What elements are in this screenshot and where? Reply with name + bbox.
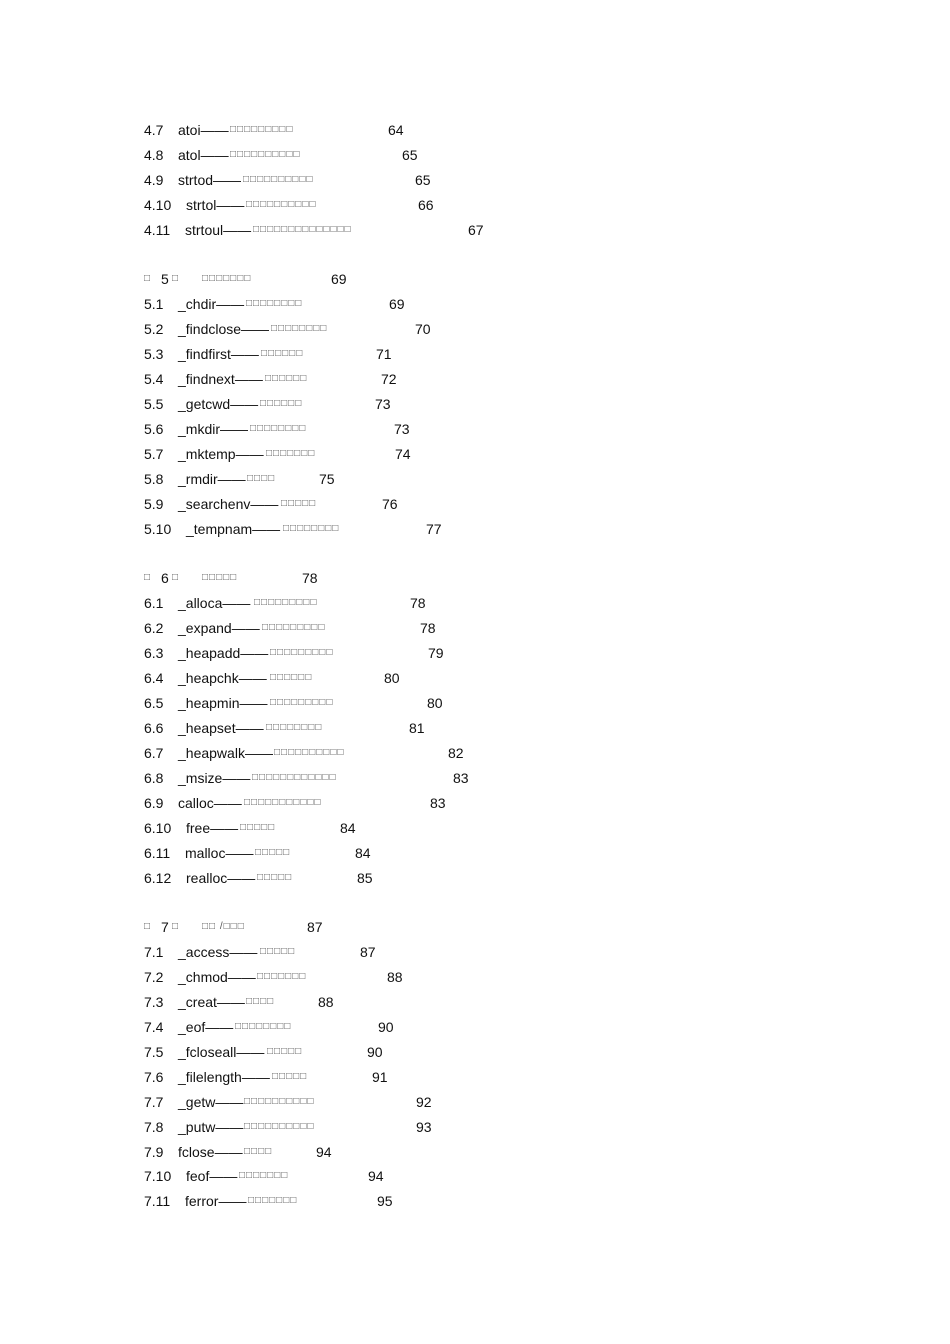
entry-page: 93	[416, 1119, 432, 1135]
entry-function: ferror——	[185, 1193, 247, 1209]
entry-page: 69	[331, 271, 347, 287]
entry-function: strtod——	[178, 172, 242, 188]
entry-function: _msize——	[178, 770, 251, 786]
entry-page: 80	[427, 695, 443, 711]
entry-description: □□□□□□□□□□□	[244, 797, 322, 808]
entry-description: □□□□□□□□□	[270, 697, 334, 708]
entry-page: 84	[355, 845, 371, 861]
entry-description: □□□□□□□□□□	[244, 1121, 315, 1132]
entry-page: 87	[360, 944, 376, 960]
entry-function: atoi——	[178, 122, 229, 138]
entry-page: 80	[384, 670, 400, 686]
entry-page: 94	[368, 1168, 384, 1184]
entry-number: 7.9	[144, 1144, 164, 1160]
entry-page: 64	[388, 122, 404, 138]
chapter-suffix: □	[172, 572, 179, 583]
entry-description: □□□□□□□□□□	[230, 149, 301, 160]
entry-page: 91	[372, 1069, 388, 1085]
entry-description: □□□□□□□□	[250, 423, 307, 434]
entry-number: 7.7	[144, 1094, 164, 1110]
entry-page: 92	[416, 1094, 432, 1110]
entry-number: 6.9	[144, 795, 164, 811]
chapter-title: □□ /□□□	[202, 921, 245, 932]
entry-description: □□□□□□□	[266, 448, 316, 459]
entry-number: 7.10	[144, 1168, 172, 1184]
entry-page: 87	[307, 919, 323, 935]
entry-description: □□□□□□□□□	[270, 647, 334, 658]
entry-function: atol——	[178, 147, 229, 163]
entry-description: □□□□□□□□□	[254, 597, 318, 608]
entry-number: 5.2	[144, 321, 164, 337]
entry-number: 5.3	[144, 346, 164, 362]
entry-number: 6.3	[144, 645, 164, 661]
entry-function: _filelength——	[178, 1069, 270, 1085]
chapter-number: 7	[161, 919, 169, 935]
entry-description: □□□□□□	[270, 672, 313, 683]
entry-function: _eof——	[178, 1019, 234, 1035]
entry-function: _getcwd——	[178, 396, 259, 412]
entry-function: _heapset——	[178, 720, 264, 736]
entry-function: _mkdir——	[178, 421, 249, 437]
entry-function: _findfirst——	[178, 346, 259, 362]
entry-function: _getw——	[178, 1094, 244, 1110]
entry-number: 6.2	[144, 620, 164, 636]
entry-number: 5.10	[144, 521, 172, 537]
entry-page: 84	[340, 820, 356, 836]
entry-function: _findclose——	[178, 321, 270, 337]
entry-function: _chmod——	[178, 969, 256, 985]
entry-description: □□□□	[247, 473, 276, 484]
entry-function: _creat——	[178, 994, 245, 1010]
entry-number: 6.11	[144, 845, 171, 861]
entry-description: □□□□□	[272, 1071, 308, 1082]
entry-number: 5.8	[144, 471, 164, 487]
entry-page: 83	[430, 795, 446, 811]
entry-function: _rmdir——	[178, 471, 246, 487]
entry-number: 6.6	[144, 720, 164, 736]
entry-description: □□□□□□	[260, 398, 303, 409]
entry-function: _alloca——	[178, 595, 251, 611]
entry-page: 88	[318, 994, 334, 1010]
entry-number: 5.4	[144, 371, 164, 387]
entry-number: 6.4	[144, 670, 164, 686]
entry-number: 6.10	[144, 820, 172, 836]
entry-page: 94	[316, 1144, 332, 1160]
entry-number: 5.7	[144, 446, 164, 462]
entry-function: _chdir——	[178, 296, 245, 312]
entry-description: □□□□□□□□□□	[244, 1096, 315, 1107]
entry-function: _fcloseall——	[178, 1044, 265, 1060]
entry-description: □□□□□□□	[239, 1170, 289, 1181]
entry-description: □□□□□□□□□□□□□□	[253, 224, 352, 235]
entry-function: fclose——	[178, 1144, 243, 1160]
entry-page: 78	[410, 595, 426, 611]
entry-number: 7.11	[144, 1193, 171, 1209]
entry-number: 7.8	[144, 1119, 164, 1135]
entry-number: 7.2	[144, 969, 164, 985]
entry-description: □□□□□□	[265, 373, 308, 384]
entry-page: 72	[381, 371, 397, 387]
entry-function: realloc——	[186, 870, 256, 886]
entry-page: 73	[375, 396, 391, 412]
chapter-number: 6	[161, 570, 169, 586]
entry-number: 7.6	[144, 1069, 164, 1085]
entry-number: 5.6	[144, 421, 164, 437]
entry-function: _putw——	[178, 1119, 244, 1135]
entry-description: □□□□□□□□□□	[246, 199, 317, 210]
entry-number: 7.5	[144, 1044, 164, 1060]
entry-page: 69	[389, 296, 405, 312]
entry-description: □□□□□	[267, 1046, 303, 1057]
entry-number: 4.8	[144, 147, 164, 163]
entry-function: _heapmin——	[178, 695, 268, 711]
entry-page: 70	[415, 321, 431, 337]
entry-function: strtol——	[186, 197, 245, 213]
entry-page: 88	[387, 969, 403, 985]
entry-page: 65	[415, 172, 431, 188]
entry-number: 5.1	[144, 296, 164, 312]
entry-number: 6.1	[144, 595, 164, 611]
entry-function: _heapwalk——	[178, 745, 273, 761]
entry-page: 78	[420, 620, 436, 636]
entry-function: _expand——	[178, 620, 260, 636]
entry-function: _heapchk——	[178, 670, 267, 686]
entry-page: 67	[468, 222, 484, 238]
entry-description: □□□□□	[240, 822, 276, 833]
entry-page: 85	[357, 870, 373, 886]
entry-function: _heapadd——	[178, 645, 269, 661]
entry-page: 83	[453, 770, 469, 786]
entry-page: 73	[394, 421, 410, 437]
entry-function: feof——	[186, 1168, 238, 1184]
entry-number: 4.10	[144, 197, 172, 213]
entry-number: 4.11	[144, 222, 171, 238]
entry-page: 75	[319, 471, 335, 487]
chapter-suffix: □	[172, 921, 179, 932]
entry-description: □□□□□□□□	[246, 298, 303, 309]
entry-number: 6.5	[144, 695, 164, 711]
entry-function: _mktemp——	[178, 446, 264, 462]
entry-page: 81	[409, 720, 425, 736]
entry-description: □□□□□□□□□	[230, 124, 294, 135]
entry-description: □□□□□	[281, 498, 317, 509]
entry-description: □□□□□	[255, 847, 291, 858]
entry-page: 77	[426, 521, 442, 537]
entry-description: □□□□□□□□	[266, 722, 323, 733]
entry-number: 5.9	[144, 496, 164, 512]
entry-page: 90	[378, 1019, 394, 1035]
entry-description: □□□□□□□□□□	[274, 747, 345, 758]
chapter-prefix: □	[144, 921, 151, 932]
entry-description: □□□□□□□□	[235, 1021, 292, 1032]
entry-page: 66	[418, 197, 434, 213]
entry-number: 7.3	[144, 994, 164, 1010]
chapter-number: 5	[161, 271, 169, 287]
entry-page: 76	[382, 496, 398, 512]
entry-number: 5.5	[144, 396, 164, 412]
entry-page: 74	[395, 446, 411, 462]
entry-description: □□□□□□□□□□□□	[252, 772, 337, 783]
entry-function: _tempnam——	[186, 521, 281, 537]
entry-page: 95	[377, 1193, 393, 1209]
chapter-title: □□□□□□□	[202, 273, 252, 284]
entry-description: □□□□□□□	[248, 1195, 298, 1206]
entry-description: □□□□	[246, 996, 275, 1007]
entry-number: 7.1	[144, 944, 164, 960]
chapter-suffix: □	[172, 273, 179, 284]
entry-number: 6.12	[144, 870, 172, 886]
chapter-prefix: □	[144, 572, 151, 583]
entry-number: 7.4	[144, 1019, 164, 1035]
entry-function: _findnext——	[178, 371, 263, 387]
entry-description: □□□□□□□□□□	[243, 174, 314, 185]
entry-page: 90	[367, 1044, 383, 1060]
entry-function: strtoul——	[185, 222, 252, 238]
chapter-title: □□□□□	[202, 572, 238, 583]
entry-number: 4.7	[144, 122, 164, 138]
entry-description: □□□□□□□□	[271, 323, 328, 334]
entry-page: 71	[376, 346, 392, 362]
entry-function: calloc——	[178, 795, 242, 811]
entry-description: □□□□	[244, 1146, 273, 1157]
entry-function: _searchenv——	[178, 496, 279, 512]
entry-number: 6.7	[144, 745, 164, 761]
chapter-prefix: □	[144, 273, 151, 284]
entry-function: free——	[186, 820, 239, 836]
entry-description: □□□□□□□□	[283, 523, 340, 534]
entry-description: □□□□□□□□□	[262, 622, 326, 633]
entry-function: _access——	[178, 944, 258, 960]
entry-function: malloc——	[185, 845, 254, 861]
entry-page: 65	[402, 147, 418, 163]
entry-description: □□□□□□□	[257, 971, 307, 982]
entry-description: □□□□□	[257, 872, 293, 883]
entry-number: 4.9	[144, 172, 164, 188]
entry-number: 6.8	[144, 770, 164, 786]
entry-page: 82	[448, 745, 464, 761]
entry-description: □□□□□	[260, 946, 296, 957]
entry-page: 79	[428, 645, 444, 661]
entry-page: 78	[302, 570, 318, 586]
entry-description: □□□□□□	[261, 348, 304, 359]
